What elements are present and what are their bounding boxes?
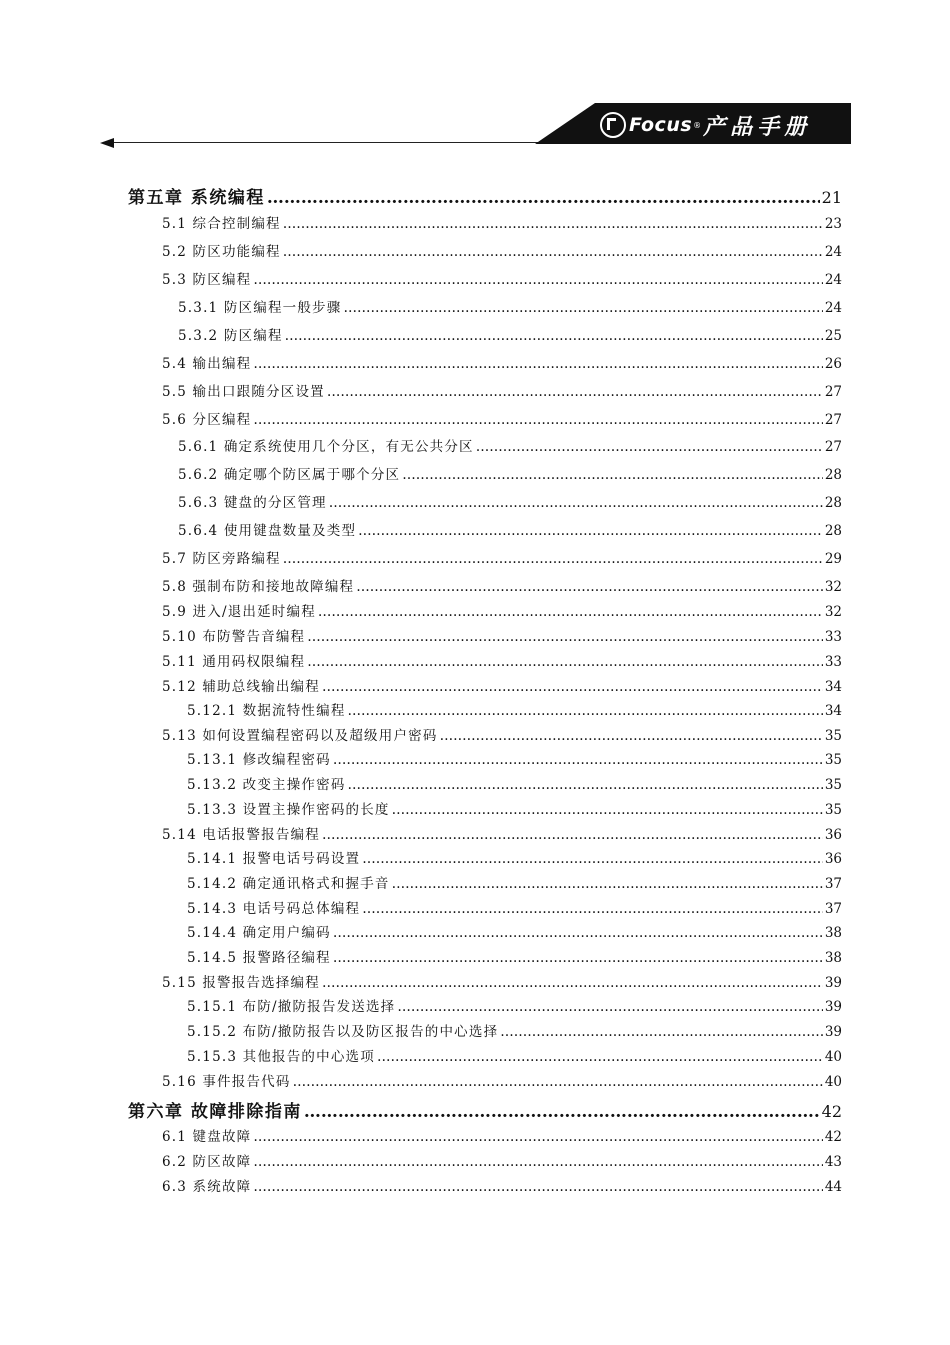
toc-entry[interactable] xyxy=(162,1150,842,1170)
toc-leader-dots xyxy=(318,604,823,620)
toc-entry-label: 5.8 强制布防和接地故障编程 xyxy=(162,579,355,595)
toc-leader-dots xyxy=(329,495,823,511)
toc-entry-label: 5.6 分区编程 xyxy=(162,412,252,428)
toc-entry-label: 5.10 布防警告音编程 xyxy=(162,629,306,645)
toc-entry-page: 35 xyxy=(824,728,842,744)
toc-leader-dots xyxy=(283,551,823,567)
toc-leader-dots xyxy=(362,851,823,867)
toc-leader-dots xyxy=(333,752,823,768)
toc-entry-page: 24 xyxy=(824,300,842,316)
toc-entry[interactable] xyxy=(162,352,842,372)
toc-entry-label: 5.15 报警报告选择编程 xyxy=(162,975,320,991)
toc-leader-dots xyxy=(358,523,823,539)
toc-entry-page: 27 xyxy=(824,384,842,400)
toc-entry-page: 35 xyxy=(824,752,842,768)
toc-entry-label: 5.6.3 键盘的分区管理 xyxy=(178,495,327,511)
toc-entry-label: 5.15.2 布防/撤防报告以及防区报告的中心选择 xyxy=(187,1024,499,1040)
toc-entry-page: 42 xyxy=(821,1102,842,1121)
toc-entry-page: 23 xyxy=(824,216,842,232)
toc-entry-page: 36 xyxy=(824,827,842,843)
toc-leader-dots xyxy=(253,1129,822,1145)
toc-leader-dots xyxy=(356,579,823,595)
toc-leader-dots xyxy=(267,188,820,208)
toc-entry-page: 25 xyxy=(824,328,842,344)
toc-leader-dots xyxy=(392,876,823,892)
toc-entry[interactable] xyxy=(187,699,842,719)
toc-entry-label: 5.2 防区功能编程 xyxy=(162,244,281,260)
toc-entry-page: 37 xyxy=(824,876,842,892)
toc-entry[interactable] xyxy=(187,773,842,793)
toc-entry-page: 28 xyxy=(824,523,842,539)
toc-entry-label: 5.1 综合控制编程 xyxy=(162,216,281,232)
toc-leader-dots xyxy=(440,728,823,744)
toc-leader-dots xyxy=(307,629,823,645)
toc-entry[interactable] xyxy=(162,240,842,260)
toc-entry-page: 32 xyxy=(824,579,842,595)
toc-leader-dots xyxy=(322,679,823,695)
toc-entry-label: 5.6.2 确定哪个防区属于哪个分区 xyxy=(178,467,401,483)
toc-entry[interactable] xyxy=(187,1020,842,1040)
toc-entry[interactable] xyxy=(162,1070,842,1090)
toc-entry-page: 35 xyxy=(824,802,842,818)
toc-entry-page: 33 xyxy=(824,629,842,645)
toc-entry-label: 5.3.2 防区编程 xyxy=(178,328,283,344)
toc-entry-label: 5.12.1 数据流特性编程 xyxy=(187,703,346,719)
toc-chapter[interactable] xyxy=(128,1097,842,1122)
toc-entry-page: 39 xyxy=(824,975,842,991)
toc-entry[interactable] xyxy=(162,675,842,695)
toc-entry-label: 5.15.1 布防/撤防报告发送选择 xyxy=(187,999,396,1015)
toc-entry[interactable] xyxy=(162,1175,842,1195)
toc-entry-page: 39 xyxy=(824,1024,842,1040)
toc-leader-dots xyxy=(402,467,823,483)
toc-leader-dots xyxy=(392,802,823,818)
toc-entry-page: 27 xyxy=(824,412,842,428)
brand-name: Focus xyxy=(629,114,693,136)
toc-entry-page: 24 xyxy=(824,244,842,260)
toc-entry-label: 6.2 防区故障 xyxy=(162,1154,252,1170)
toc-entry[interactable] xyxy=(187,748,842,768)
toc-entry[interactable] xyxy=(162,380,842,400)
toc-entry-label: 第五章 系统编程 xyxy=(128,188,265,208)
toc-leader-dots xyxy=(253,272,822,288)
toc-entry[interactable] xyxy=(187,847,842,867)
toc-entry-label: 5.7 防区旁路编程 xyxy=(162,551,281,567)
toc-entry-page: 33 xyxy=(824,654,842,670)
toc-entry[interactable] xyxy=(162,971,842,991)
toc-leader-dots xyxy=(253,356,822,372)
toc-entry-page: 28 xyxy=(824,495,842,511)
toc-entry-page: 42 xyxy=(824,1129,842,1145)
toc-entry-page: 43 xyxy=(824,1154,842,1170)
toc-entry-label: 5.13.2 改变主操作密码 xyxy=(187,777,346,793)
toc-leader-dots xyxy=(333,950,823,966)
toc-entry-label: 5.5 输出口跟随分区设置 xyxy=(162,384,325,400)
toc-entry-label: 5.13 如何设置编程密码以及超级用户密码 xyxy=(162,728,438,744)
toc-entry[interactable] xyxy=(178,463,842,483)
toc-entry-page: 38 xyxy=(824,925,842,941)
toc-entry-label: 5.6.4 使用键盘数量及类型 xyxy=(178,523,357,539)
toc-entry-label: 5.14.3 电话号码总体编程 xyxy=(187,901,361,917)
toc-leader-dots xyxy=(253,1154,822,1170)
toc-leader-dots xyxy=(253,1179,822,1195)
toc-leader-dots xyxy=(348,777,823,793)
toc-entry-page: 39 xyxy=(824,999,842,1015)
toc-leader-dots xyxy=(283,216,823,232)
toc-entry-label: 5.14.2 确定通讯格式和握手音 xyxy=(187,876,390,892)
toc-leader-dots xyxy=(307,654,823,670)
manual-title: 产品手册 xyxy=(703,114,812,140)
toc-entry-page: 40 xyxy=(824,1049,842,1065)
toc-entry[interactable] xyxy=(162,625,842,645)
toc-entry-page: 34 xyxy=(824,703,842,719)
toc-entry-page: 32 xyxy=(824,604,842,620)
toc-entry-label: 5.14.5 报警路径编程 xyxy=(187,950,331,966)
toc-entry-page: 21 xyxy=(821,188,842,207)
toc-entry[interactable] xyxy=(162,547,842,567)
toc-entry-page: 29 xyxy=(824,551,842,567)
toc-entry-label: 5.14 电话报警报告编程 xyxy=(162,827,320,843)
toc-entry[interactable] xyxy=(187,897,842,917)
toc-entry[interactable] xyxy=(162,575,842,595)
toc-entry-label: 5.4 输出编程 xyxy=(162,356,252,372)
toc-entry-page: 24 xyxy=(824,272,842,288)
toc-entry[interactable] xyxy=(178,491,842,511)
toc-entry-label: 5.3 防区编程 xyxy=(162,272,252,288)
toc-entry-label: 6.3 系统故障 xyxy=(162,1179,252,1195)
toc-entry[interactable] xyxy=(187,995,842,1015)
toc-entry-page: 35 xyxy=(824,777,842,793)
toc-entry[interactable] xyxy=(187,798,842,818)
toc-entry-label: 5.11 通用码权限编程 xyxy=(162,654,306,670)
toc-entry[interactable] xyxy=(162,212,842,232)
toc-entry-page: 44 xyxy=(824,1179,842,1195)
toc-entry-label: 第六章 故障排除指南 xyxy=(128,1102,302,1122)
toc-entry-page: 37 xyxy=(824,901,842,917)
toc-entry[interactable] xyxy=(187,1045,842,1065)
toc-leader-dots xyxy=(343,300,822,316)
toc-leader-dots xyxy=(322,975,823,991)
toc-entry[interactable] xyxy=(162,650,842,670)
toc-entry[interactable] xyxy=(162,724,842,744)
toc-entry-page: 36 xyxy=(824,851,842,867)
toc-entry[interactable] xyxy=(162,1125,842,1145)
toc-entry-label: 5.3.1 防区编程一般步骤 xyxy=(178,300,342,316)
toc-entry[interactable] xyxy=(187,921,842,941)
toc-entry[interactable] xyxy=(162,600,842,620)
toc-entry[interactable] xyxy=(162,408,842,428)
toc-leader-dots xyxy=(397,999,822,1015)
toc-entry-page: 28 xyxy=(824,467,842,483)
toc-entry-label: 5.14.1 报警电话号码设置 xyxy=(187,851,361,867)
toc-entry-label: 5.6.1 确定系统使用几个分区，有无公共分区 xyxy=(178,439,474,455)
toc-entry[interactable] xyxy=(178,296,842,316)
toc-entry-label: 6.1 键盘故障 xyxy=(162,1129,252,1145)
toc-entry-page: 38 xyxy=(824,950,842,966)
toc-entry-label: 5.9 进入/退出延时编程 xyxy=(162,604,316,620)
toc-leader-dots xyxy=(285,328,823,344)
toc-entry-page: 34 xyxy=(824,679,842,695)
toc-leader-dots xyxy=(327,384,823,400)
toc-entry-label: 5.15.3 其他报告的中心选项 xyxy=(187,1049,375,1065)
toc-entry[interactable] xyxy=(178,435,842,455)
toc-entry[interactable] xyxy=(178,519,842,539)
toc-leader-dots xyxy=(253,412,822,428)
toc-leader-dots xyxy=(304,1102,820,1122)
toc-entry[interactable] xyxy=(162,268,842,288)
toc-entry-label: 5.13.1 修改编程密码 xyxy=(187,752,331,768)
toc-entry[interactable] xyxy=(187,946,842,966)
toc-leader-dots xyxy=(322,827,823,843)
toc-entry-page: 26 xyxy=(824,356,842,372)
toc-entry-label: 5.16 事件报告代码 xyxy=(162,1074,291,1090)
toc-leader-dots xyxy=(333,925,823,941)
toc-leader-dots xyxy=(362,901,823,917)
toc-leader-dots xyxy=(377,1049,823,1065)
toc-leader-dots xyxy=(500,1024,823,1040)
toc-entry[interactable] xyxy=(178,324,842,344)
toc-leader-dots xyxy=(476,439,823,455)
toc-leader-dots xyxy=(348,703,823,719)
toc-entry[interactable] xyxy=(162,823,842,843)
toc-entry[interactable] xyxy=(187,872,842,892)
toc-entry-label: 5.12 辅助总线输出编程 xyxy=(162,679,320,695)
registered-mark: ® xyxy=(693,120,702,130)
toc-entry-page: 40 xyxy=(824,1074,842,1090)
toc-leader-dots xyxy=(283,244,823,260)
toc-entry-label: 5.14.4 确定用户编码 xyxy=(187,925,331,941)
toc-entry-label: 5.13.3 设置主操作密码的长度 xyxy=(187,802,390,818)
toc-chapter[interactable] xyxy=(128,183,842,208)
toc-entry-page: 27 xyxy=(824,439,842,455)
toc-leader-dots xyxy=(293,1074,823,1090)
